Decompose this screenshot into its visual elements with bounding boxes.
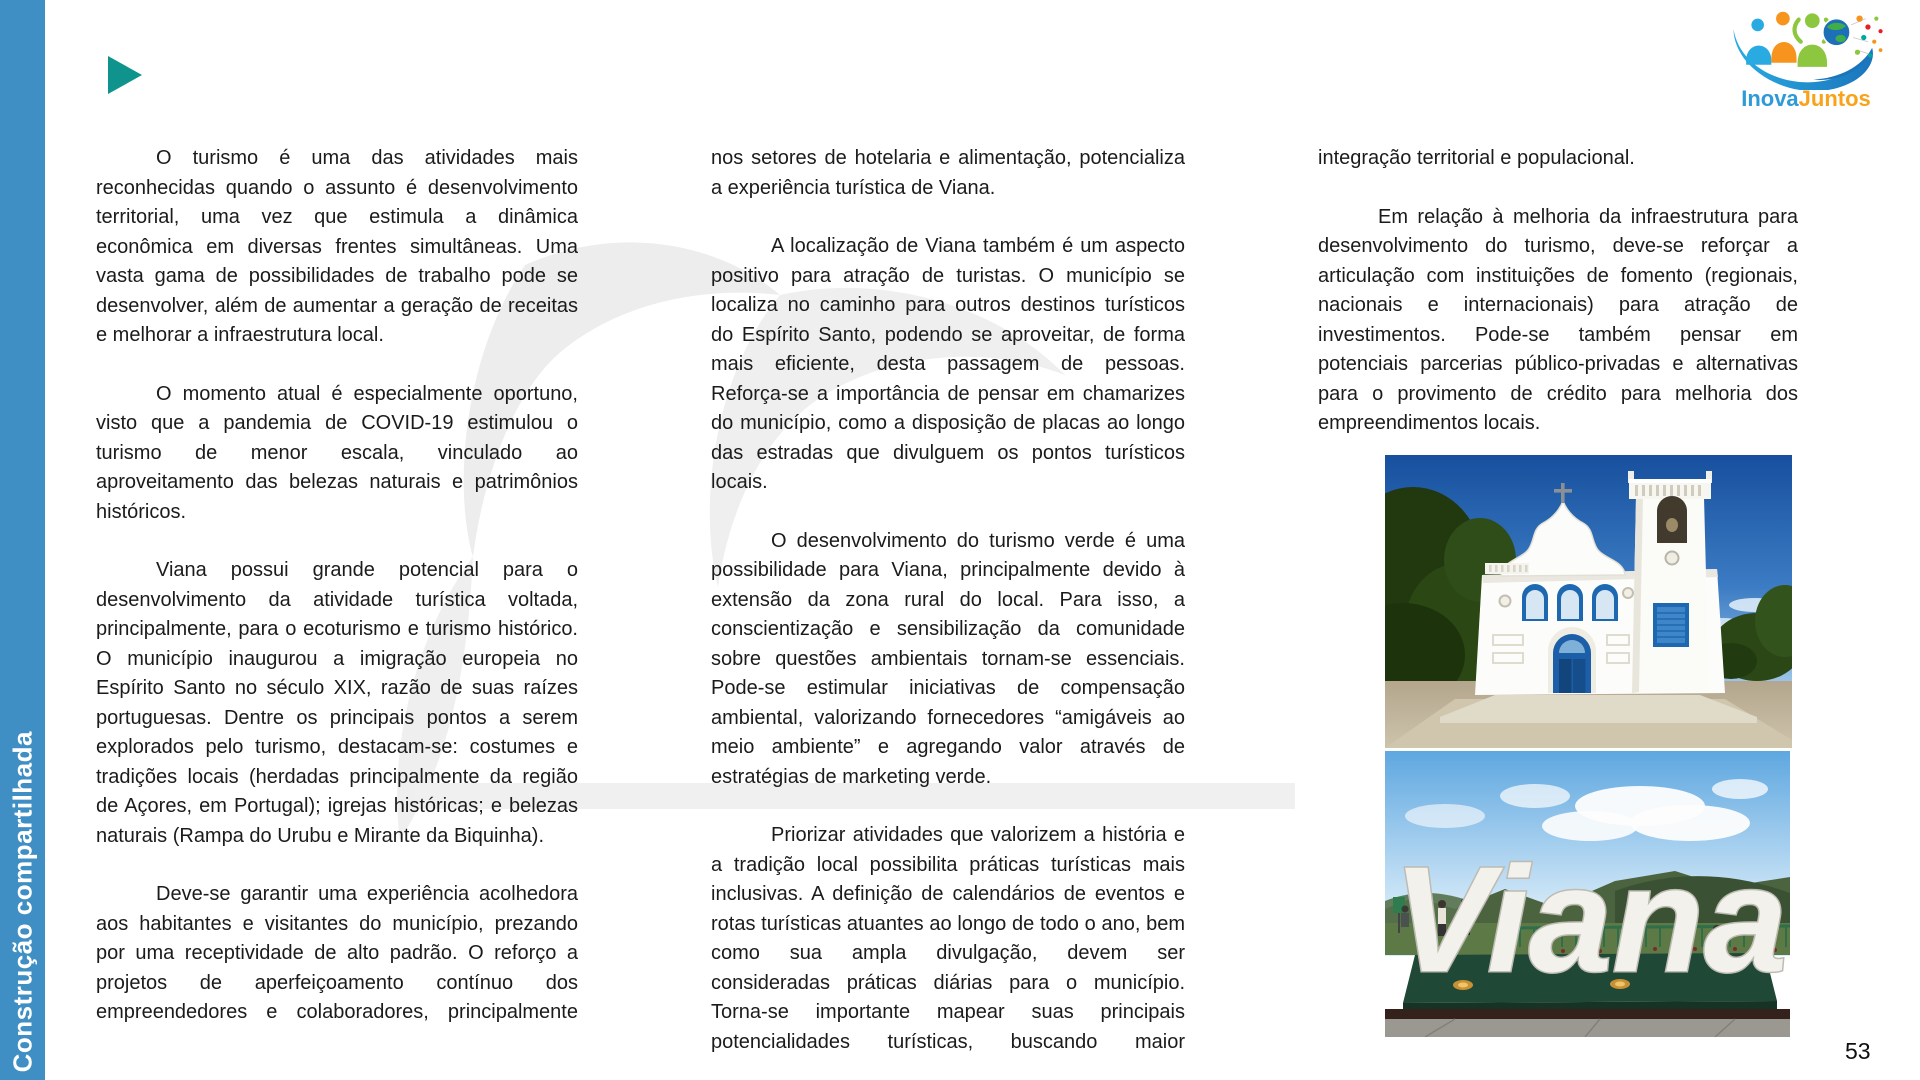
- viana-sign-letters: Viana: [1392, 835, 1788, 1003]
- paragraph: O momento atual é especialmente oportuno, visto que a pandemia de COVID-19 estimulou o turismo de menor escala, vinculado ao aproveitamento das belezas naturais e patrimônios históricos.: [96, 382, 578, 523]
- text-column-2: [711, 144, 1185, 1080]
- bullet-arrow-icon: [108, 56, 142, 94]
- inovajuntos-wordmark: [1723, 88, 1889, 110]
- viana-sign-graphic: [1385, 751, 1790, 1037]
- paragraph: nos setores de hotelaria e alimentação, potencializa a experiência turística de Viana.: [711, 147, 1185, 199]
- church-photo: [1385, 455, 1792, 748]
- sidebar-section-label: Construção compartilhada: [7, 730, 37, 1072]
- paragraph: A localização de Viana também é um aspecto positivo para atração de turistas. O município se localiza no caminho para outros destinos turísticos do Espírito Santo, podendo se aproveitar, de forma mais eficiente, desta passagem de pessoas. Reforça-se a importância de pensar em chamarizes do município, como a disposição de placas ao longo das estradas que divulguem os pontos turísticos locais.: [711, 235, 1185, 493]
- sidebar-band: [0, 0, 45, 1080]
- text-column-3: [1318, 144, 1798, 468]
- paragraph: Priorizar atividades que valorizem a história e a tradição local possibilita práticas turísticas mais inclusivas. A definição de calendários de eventos e rotas turísticas atuantes ao longo de todo o ano, bem como sua ampla divulgação, devem ser consideradas práticas diárias para o município. Torna-se importante mapear suas principais potencialidades turísticas, buscando maior: [711, 824, 1185, 1053]
- logo-word-juntos: Juntos: [1798, 86, 1871, 111]
- paragraph: Viana possui grande potencial para o desenvolvimento da atividade turística voltada, principalmente, para o ecoturismo e turismo histórico. O município inaugurou a imigração europeia no Espírito Santo no século XIX, razão de suas raízes portuguesas. Dentre os principais pontos a serem explorados pelo turismo, destacam-se: costumes e tradições locais (herdadas principalmente da região de Açores, em Portugal); igrejas históricas; e belezas naturais (Rampa do Urubu e Mirante da Biquinha).: [96, 559, 578, 847]
- logo-word-inova: Inova: [1741, 86, 1799, 111]
- inovajuntos-logo: [1723, 6, 1889, 110]
- church-photo-graphic: [1385, 455, 1792, 748]
- text-column-1: [96, 144, 578, 1057]
- paragraph: O desenvolvimento do turismo verde é uma possibilidade para Viana, principalmente devido à extensão da zona rural do local. Para isso, a conscientização e sensibilização da comunidade sobre questões ambientais tornam-se essenciais. Pode-se estimular iniciativas de compensação ambiental, valorizando fornecedores “amigáveis ao meio ambiente” e agregando valor através de estratégias de marketing verde.: [711, 529, 1185, 788]
- page-number: 53: [1845, 1038, 1871, 1064]
- paragraph: Deve-se garantir uma experiência acolhedora aos habitantes e visitantes do município, prezando por uma receptividade de alto padrão. O reforço a projetos de aperfeiçoamento contínuo dos empreendedores e colaboradores, principalmente: [96, 883, 578, 1023]
- viana-sign-photo: [1385, 751, 1790, 1037]
- paragraph: O turismo é uma das atividades mais reconhecidas quando o assunto é desenvolvimento territorial, uma vez que estimula a dinâmica econômica em diversas frentes simultâneas. Uma vasta gama de possibilidades de trabalho pode se desenvolver, além de aumentar a geração de receitas e melhorar a infraestrutura local.: [96, 147, 578, 346]
- inovajuntos-logo-icon: [1727, 6, 1885, 90]
- paragraph: integração territorial e populacional.: [1318, 147, 1635, 169]
- paragraph: Em relação à melhoria da infraestrutura para desenvolvimento do turismo, deve-se reforçar a articulação com instituições de fomento (regionais, nacionais e internacionais) para atração de investimentos. Pode-se também pensar em potenciais parcerias público-privadas e alternativas para o provimento de crédito para melhoria dos empreendimentos locais.: [1318, 205, 1798, 434]
